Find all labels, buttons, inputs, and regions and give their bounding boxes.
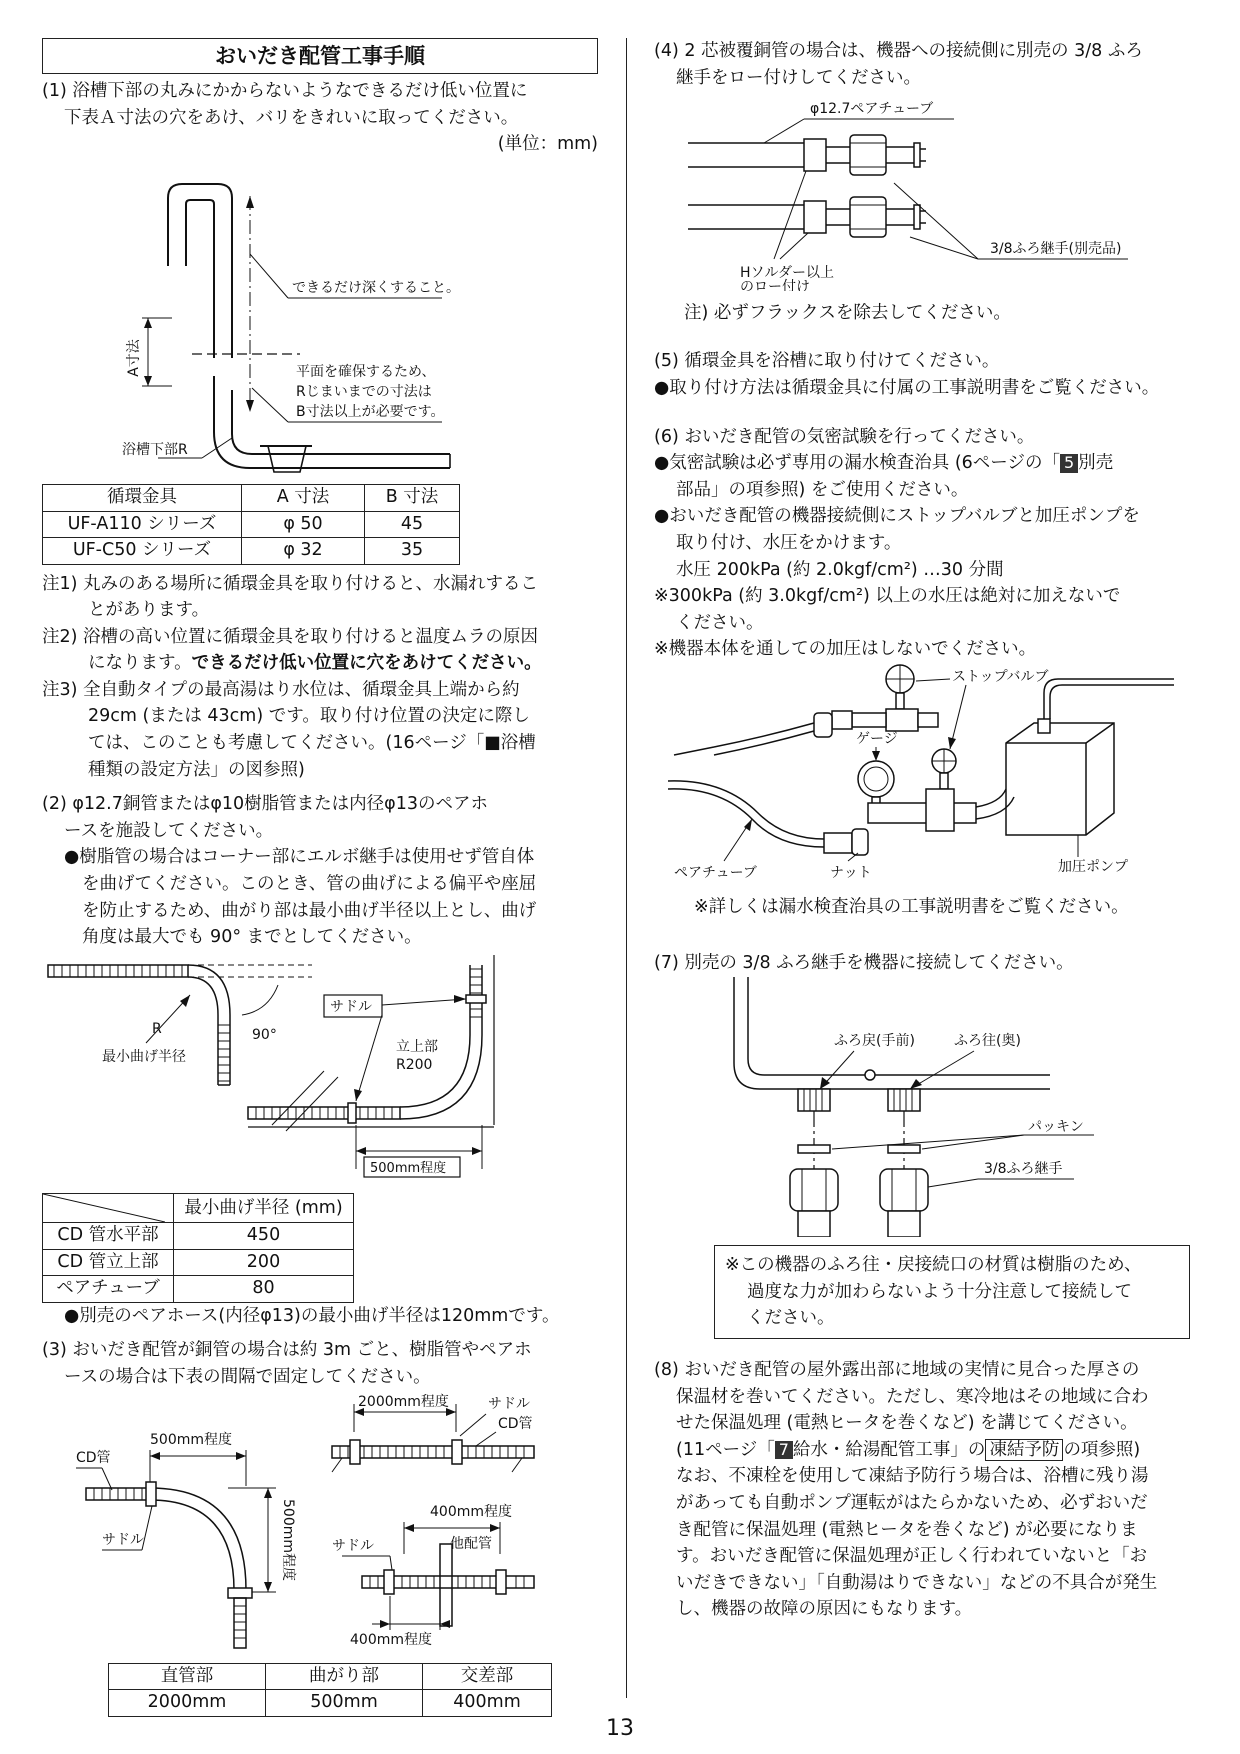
section-number-badge: 7 bbox=[775, 1441, 793, 1459]
step8-l4a: (11ページ「 bbox=[676, 1439, 775, 1460]
column-divider bbox=[626, 38, 627, 1698]
label-cd-top: CD管 bbox=[498, 1416, 533, 1433]
label-a-dimension: A寸法 bbox=[126, 338, 142, 377]
table-header: A 寸法 bbox=[242, 485, 365, 511]
table-cell: 450 bbox=[174, 1223, 354, 1249]
step6-warn1: ※300kPa (約 3.0kgf/cm²) 以上の水圧は絶対に加えないで bbox=[654, 586, 1121, 607]
note3-line4: 種類の設定方法」の図参照) bbox=[88, 759, 305, 780]
label-saddle-bend: サドル bbox=[330, 998, 372, 1015]
label-deep: できるだけ深くすること。 bbox=[292, 279, 460, 296]
label-saddle-cross: サドル bbox=[332, 1538, 374, 1555]
label-cd-left: CD管 bbox=[76, 1450, 111, 1467]
table-row bbox=[43, 511, 460, 537]
step8-line8: す。おいだき配管に保温処理が正しく行われていないと「お bbox=[676, 1546, 1148, 1567]
step6-b1b: 別売 bbox=[1078, 453, 1114, 474]
step8-line3: せた保温処理 (電熱ヒータを巻くなど) を講じてください。 bbox=[676, 1413, 1138, 1434]
step6-bullet1-cont: 部品」の項参照) をご使用ください。 bbox=[676, 479, 969, 500]
caution-line2: 過度な力が加わらないよう十分注意して接続して bbox=[747, 1281, 1132, 1302]
label-flat-3: B寸法以上が必要です。 bbox=[296, 403, 445, 420]
step2-bullet2: を曲げてください。このとき、管の曲げによる偏平や座屈 bbox=[82, 874, 537, 895]
table-header: 直管部 bbox=[109, 1663, 266, 1689]
table-cell: 500mm bbox=[266, 1690, 423, 1716]
table-cell: 2000mm bbox=[109, 1690, 266, 1716]
step2-bullet1: ●樹脂管の場合はコーナー部にエルボ継手は使用せず管自体 bbox=[64, 847, 535, 868]
step6-bullet2: ●おいだき配管の機器接続側にストップバルブと加圧ポンプを bbox=[654, 506, 1140, 527]
table-cell: 45 bbox=[365, 511, 460, 537]
note1-line1: 注1) 丸みのある場所に循環金具を取り付けると、水漏れするこ bbox=[42, 573, 539, 594]
step2-note: ●別売のペアホース(内径φ13)の最小曲げ半径は120mmです。 bbox=[64, 1305, 560, 1326]
step6-pressure: 水圧 200kPa (約 2.0kgf/cm²) …30 分間 bbox=[676, 559, 1004, 580]
step8-line7: き配管に保温処理 (電熱ヒータを巻くなど) が必要になりま bbox=[676, 1519, 1138, 1540]
note2-emphasis: できるだけ低い位置に穴をあけてください。 bbox=[191, 653, 542, 674]
page-number: 13 bbox=[606, 1716, 634, 1741]
step2-line2: ースを施設してください。 bbox=[64, 820, 274, 841]
connection-diagram bbox=[654, 977, 1206, 1237]
table-corner bbox=[43, 1194, 174, 1223]
label-bottom-r: 浴槽下部R bbox=[122, 441, 188, 458]
label-min-radius: 最小曲げ半径 bbox=[102, 1048, 186, 1065]
diagonal-line bbox=[43, 1194, 165, 1222]
table-cell: 35 bbox=[365, 538, 460, 564]
table-cell: 200 bbox=[174, 1249, 354, 1275]
step6-warn1-cont: ください。 bbox=[676, 612, 764, 633]
step8-line9: いだきできない」「自動湯はりできない」などの不具合が発生 bbox=[676, 1572, 1158, 1593]
label-nut: ナット bbox=[830, 864, 872, 881]
table-cell: ペアチューブ bbox=[43, 1276, 174, 1302]
step6-bullet1 bbox=[654, 450, 1206, 477]
section-number-badge: 5 bbox=[1060, 454, 1078, 472]
note2-line1: 注2) 浴槽の高い位置に循環金具を取り付けると温度ムラの原因 bbox=[42, 626, 539, 647]
note2-text: になります。 bbox=[88, 653, 192, 674]
table-cell: UF-A110 シリーズ bbox=[43, 511, 242, 537]
table-cell: UF-C50 シリーズ bbox=[43, 538, 242, 564]
label-rise-1: 立上部 bbox=[396, 1038, 438, 1055]
label-500-rise: 500mm程度 bbox=[370, 1160, 447, 1176]
label-gauge: ゲージ bbox=[856, 730, 898, 747]
label-packing: パッキン bbox=[1028, 1118, 1084, 1135]
step6-note: ※詳しくは漏水検査治具の工事説明書をご覧ください。 bbox=[694, 896, 1129, 917]
table-header: 曲がり部 bbox=[266, 1663, 423, 1689]
label-saddle-top: サドル bbox=[488, 1396, 530, 1413]
step6-line: (6) おいだき配管の気密試験を行ってください。 bbox=[654, 426, 1035, 447]
label-r: R bbox=[152, 1020, 162, 1037]
label-pair-tube: φ12.7ペアチューブ bbox=[810, 101, 934, 118]
step5-line: (5) 循環金具を浴槽に取り付けてください。 bbox=[654, 351, 1000, 372]
note3-line1: 注3) 全自動タイプの最高湯はり水位は、循環金具上端から約 bbox=[42, 679, 520, 700]
label-pump: 加圧ポンプ bbox=[1058, 858, 1128, 875]
label-rise-2: R200 bbox=[396, 1056, 433, 1073]
caution-box bbox=[714, 1245, 1190, 1339]
label-pair-tube-test: ペアチューブ bbox=[674, 864, 757, 881]
label-outgoing: ふろ往(奥) bbox=[954, 1032, 1021, 1049]
table-cell: 80 bbox=[174, 1276, 354, 1302]
fixing-interval-diagram bbox=[42, 1390, 598, 1658]
table-cell: CD 管水平部 bbox=[43, 1223, 174, 1249]
table-header: 循環金具 bbox=[43, 485, 242, 511]
label-solder-2: のロー付け bbox=[740, 279, 810, 292]
caution-line3: ください。 bbox=[747, 1308, 835, 1329]
caution-line1: ※この機器のふろ往・戻接続口の材質は樹脂のため、 bbox=[725, 1255, 1142, 1276]
step2-bullet4: 角度は最大でも 90° までとしてください。 bbox=[82, 927, 422, 948]
step8-l4b: 給水・給湯配管工事」の bbox=[792, 1439, 986, 1460]
step8-line1: (8) おいだき配管の屋外露出部に地域の実情に見合った厚さの bbox=[654, 1360, 1140, 1381]
step8-l4c: の項参照) bbox=[1063, 1439, 1141, 1460]
label-joint-connect: 3/8ふろ継手 bbox=[984, 1160, 1063, 1177]
label-400-bottom: 400mm程度 bbox=[350, 1632, 432, 1649]
left-column bbox=[42, 38, 598, 1717]
label-stop-valve: ストップバルブ bbox=[952, 668, 1049, 685]
page-title: おいだき配管工事手順 bbox=[42, 38, 598, 74]
label-90deg: 90° bbox=[252, 1026, 277, 1043]
right-column bbox=[654, 38, 1206, 1623]
bend-radius-table bbox=[42, 1193, 354, 1302]
note3-line2: 29cm (または 43cm) です。取り付け位置の決定に際し bbox=[88, 706, 530, 727]
table-row bbox=[43, 1276, 354, 1302]
table-header: B 寸法 bbox=[365, 485, 460, 511]
step8-line2: 保温材を巻いてください。ただし、寒冷地はその地域に合わ bbox=[676, 1386, 1149, 1407]
unit-label: (単位：mm) bbox=[497, 134, 598, 155]
label-flat-1: 平面を確保するため、 bbox=[296, 363, 436, 380]
label-joint: 3/8ふろ継手(別売品) bbox=[990, 241, 1122, 258]
table-cell: φ 32 bbox=[242, 538, 365, 564]
pressure-test-diagram bbox=[654, 663, 1206, 885]
fixing-interval-table bbox=[108, 1663, 552, 1717]
label-return: ふろ戻(手前) bbox=[834, 1032, 915, 1049]
step8-line4 bbox=[654, 1437, 1206, 1464]
table-cell: CD 管立上部 bbox=[43, 1249, 174, 1275]
label-flat-2: Rじまいまでの寸法は bbox=[296, 383, 432, 400]
step4-line1: (4) 2 芯被覆銅管の場合は、機器への接続側に別売の 3/8 ふろ bbox=[654, 41, 1143, 61]
note2-line2 bbox=[42, 650, 598, 677]
joint-brazing-diagram bbox=[654, 91, 1206, 291]
step3-line2: ースの場合は下表の間隔で固定してください。 bbox=[64, 1366, 431, 1387]
step6-warn2: ※機器本体を通しての加圧はしないでください。 bbox=[654, 639, 1037, 660]
label-500-v: 500mm程度 bbox=[280, 1499, 296, 1582]
step5-bullet: ●取り付け方法は循環金具に付属の工事説明書をご覧ください。 bbox=[654, 377, 1160, 398]
label-other-pipe: 他配管 bbox=[450, 1536, 492, 1553]
table-cell: 400mm bbox=[423, 1690, 552, 1716]
table-row bbox=[43, 538, 460, 564]
table-header: 交差部 bbox=[423, 1663, 552, 1689]
step2-line1: (2) φ12.7銅管またはφ10樹脂管または内径φ13のペアホ bbox=[42, 794, 488, 815]
table-row bbox=[43, 1249, 354, 1275]
step4-note: 注) 必ずフラックスを除去してください。 bbox=[684, 302, 1011, 323]
step1-line1: (1) 浴槽下部の丸みにかからないようなできるだけ低い位置に bbox=[42, 81, 528, 101]
step3-line1: (3) おいだき配管が銅管の場合は約 3m ごと、樹脂管やペアホ bbox=[42, 1340, 532, 1361]
step1-line2: 下表Ａ寸法の穴をあけ、バリをきれいに取ってください。 bbox=[64, 107, 519, 128]
label-500-h: 500mm程度 bbox=[150, 1432, 232, 1449]
bend-radius-diagram bbox=[42, 955, 598, 1195]
note3-line3: ては、このことも考慮してください。(16ページ「■浴槽 bbox=[88, 733, 536, 754]
step4-line2: 継手をロー付けしてください。 bbox=[676, 67, 921, 88]
step7-line: (7) 別売の 3/8 ふろ継手を機器に接続してください。 bbox=[654, 953, 1074, 974]
freeze-prevention-tag: 凍結予防 bbox=[985, 1439, 1063, 1461]
step2-bullet3: を防止するため、曲がり部は最小曲げ半径以上とし、曲げ bbox=[82, 900, 537, 921]
label-400-top: 400mm程度 bbox=[430, 1504, 512, 1521]
step6-bullet2-cont: 取り付け、水圧をかけます。 bbox=[676, 532, 902, 553]
dimension-table bbox=[42, 484, 460, 564]
step6-b1a: ●気密試験は必ず専用の漏水検査治具 (6ページの「 bbox=[654, 453, 1060, 474]
table-cell: φ 50 bbox=[242, 511, 365, 537]
step8-line6: があっても自動ポンプ運転がはたらかないため、必ずおいだ bbox=[676, 1493, 1148, 1514]
label-2000: 2000mm程度 bbox=[358, 1394, 449, 1411]
table-row bbox=[43, 1223, 354, 1249]
table-header: 最小曲げ半径 (mm) bbox=[174, 1194, 354, 1223]
note1-line2: とがあります。 bbox=[88, 600, 210, 621]
label-saddle-left: サドル bbox=[102, 1532, 144, 1549]
step8-line10: し、機器の故障の原因にもなります。 bbox=[676, 1599, 973, 1620]
bathtub-hole-diagram bbox=[42, 158, 598, 476]
label-solder-1: Hソルダー以上 bbox=[740, 265, 834, 282]
step8-line5: なお、不凍栓を使用して凍結予防行う場合は、浴槽に残り湯 bbox=[676, 1466, 1149, 1487]
